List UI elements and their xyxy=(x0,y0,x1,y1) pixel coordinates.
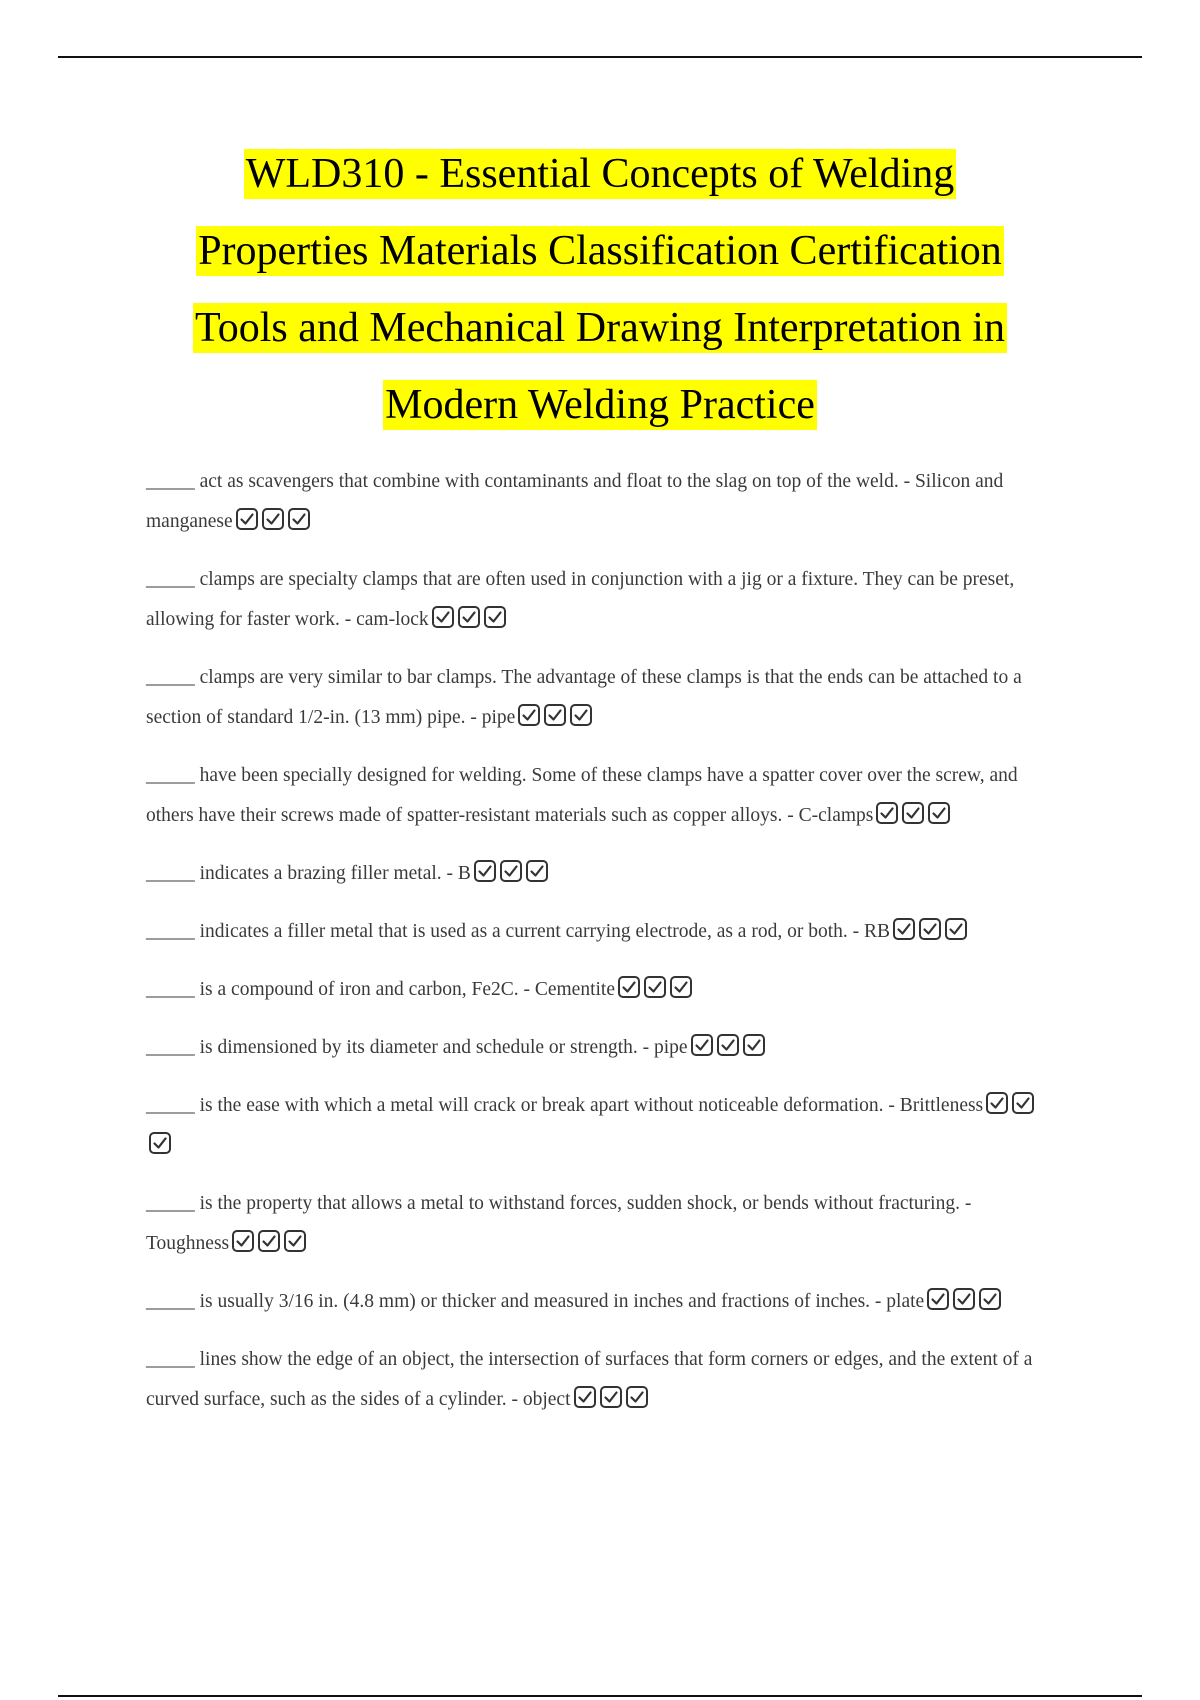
checkbox-checked-icon xyxy=(927,801,951,825)
checkbox-checked-icon xyxy=(599,1385,623,1409)
checkbox-checked-icon xyxy=(985,1091,1009,1115)
qa-item xyxy=(146,1184,1046,1264)
title-line: Properties Materials Classification Certification xyxy=(198,228,1002,274)
qa-item xyxy=(146,462,1046,542)
check-group xyxy=(873,805,951,826)
qa-item xyxy=(146,1282,1046,1322)
checkbox-checked-icon xyxy=(901,801,925,825)
checkbox-checked-icon xyxy=(569,703,593,727)
check-group xyxy=(688,1037,766,1058)
checkbox-checked-icon xyxy=(952,1287,976,1311)
checkbox-checked-icon xyxy=(1011,1091,1035,1115)
check-group xyxy=(890,921,968,942)
check-group xyxy=(515,707,593,728)
checkbox-checked-icon xyxy=(643,975,667,999)
bottom-rule xyxy=(58,1695,1142,1697)
checkbox-checked-icon xyxy=(742,1033,766,1057)
checkbox-checked-icon xyxy=(669,975,693,999)
qa-item xyxy=(146,560,1046,640)
checkbox-checked-icon xyxy=(235,507,259,531)
qa-text: _____ indicates a brazing filler metal. - B xyxy=(146,863,471,884)
check-group xyxy=(571,1389,649,1410)
check-group xyxy=(229,1233,307,1254)
checkbox-checked-icon xyxy=(473,859,497,883)
qa-item xyxy=(146,1086,1046,1166)
checkbox-checked-icon xyxy=(625,1385,649,1409)
checkbox-checked-icon xyxy=(148,1131,172,1155)
qa-text: _____ have been specially designed for welding. Some of these clamps have a spatter cover over the screw, and others have their screws made of spatter-resistant materials such as copper alloys. - C-clamps xyxy=(146,765,1018,826)
checkbox-checked-icon xyxy=(483,605,507,629)
qa-text: _____ is the property that allows a metal to withstand forces, sudden shock, or bends without fracturing. - Toughness xyxy=(146,1193,972,1254)
checkbox-checked-icon xyxy=(926,1287,950,1311)
checkbox-checked-icon xyxy=(283,1229,307,1253)
qa-text: _____ clamps are very similar to bar clamps. The advantage of these clamps is that the ends can be attached to a section of standard 1/2-in. (13 mm) pipe. - pipe xyxy=(146,667,1022,728)
checkbox-checked-icon xyxy=(525,859,549,883)
checkbox-checked-icon xyxy=(875,801,899,825)
title-line: WLD310 - Essential Concepts of Welding xyxy=(245,151,955,197)
title-line: Modern Welding Practice xyxy=(385,382,815,428)
check-group xyxy=(471,863,549,884)
checkbox-checked-icon xyxy=(944,917,968,941)
checkbox-checked-icon xyxy=(457,605,481,629)
checkbox-checked-icon xyxy=(690,1033,714,1057)
qa-text: _____ is the ease with which a metal will crack or break apart without noticeable deformation. - Brittleness xyxy=(146,1095,984,1116)
checkbox-checked-icon xyxy=(543,703,567,727)
checkbox-checked-icon xyxy=(261,507,285,531)
check-group xyxy=(615,979,693,1000)
checkbox-checked-icon xyxy=(231,1229,255,1253)
qa-item xyxy=(146,854,1046,894)
top-rule xyxy=(58,56,1142,58)
qa-item xyxy=(146,756,1046,836)
checkbox-checked-icon xyxy=(617,975,641,999)
check-group xyxy=(924,1291,1002,1312)
checkbox-checked-icon xyxy=(573,1385,597,1409)
qa-text: _____ indicates a filler metal that is used as a current carrying electrode, as a rod, or both. - RB xyxy=(146,921,890,942)
checkbox-checked-icon xyxy=(499,859,523,883)
check-group xyxy=(233,511,311,532)
qa-item xyxy=(146,1340,1046,1420)
qa-item xyxy=(146,1028,1046,1068)
check-group xyxy=(429,609,507,630)
qa-text: _____ is a compound of iron and carbon, Fe2C. - Cementite xyxy=(146,979,615,1000)
qa-text: _____ is dimensioned by its diameter and schedule or strength. - pipe xyxy=(146,1037,688,1058)
qa-item xyxy=(146,658,1046,738)
checkbox-checked-icon xyxy=(918,917,942,941)
qa-text: _____ clamps are specialty clamps that are often used in conjunction with a jig or a fixture. They can be preset, allowing for faster work. - cam-lock xyxy=(146,569,1015,630)
checkbox-checked-icon xyxy=(257,1229,281,1253)
title-line: Tools and Mechanical Drawing Interpretation in xyxy=(195,305,1005,351)
qa-item xyxy=(146,912,1046,952)
qa-item xyxy=(146,970,1046,1010)
checkbox-checked-icon xyxy=(978,1287,1002,1311)
checkbox-checked-icon xyxy=(287,507,311,531)
checkbox-checked-icon xyxy=(716,1033,740,1057)
qa-text: _____ act as scavengers that combine with contaminants and float to the slag on top of the weld. - Silicon and manganese xyxy=(146,471,1004,532)
checkbox-checked-icon xyxy=(431,605,455,629)
checkbox-checked-icon xyxy=(892,917,916,941)
document-title xyxy=(100,136,1100,444)
checkbox-checked-icon xyxy=(517,703,541,727)
qa-text: _____ is usually 3/16 in. (4.8 mm) or thicker and measured in inches and fractions of inches. - plate xyxy=(146,1291,925,1312)
qa-list xyxy=(146,462,1046,1438)
qa-text: _____ lines show the edge of an object, the intersection of surfaces that form corners or edges, and the extent of a curved surface, such as the sides of a cylinder. - object xyxy=(146,1349,1033,1410)
